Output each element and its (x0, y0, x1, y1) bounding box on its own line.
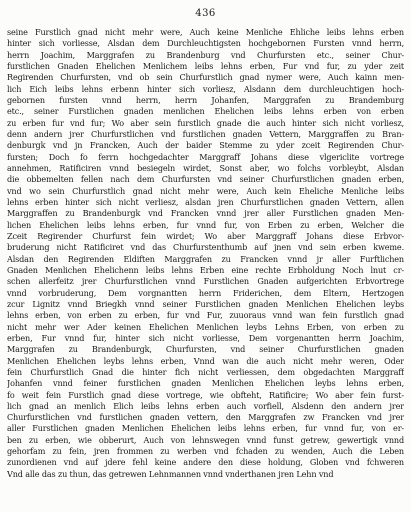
text-line: schen allerfeitz jrer Churfurstlichen vnnd Furstlichen Gnaden aufgerichten Erbvortrege (7, 276, 404, 287)
text-line: Gnaden Menlichen Ehelichenn leibs lehns Erben eine rechte Erbholdung Noch lnut cr- (7, 264, 404, 275)
text-line: Menlichen Ehelichen leybs lehns erben, Vnnd wan die auch nicht mehr weren, Oder (7, 355, 404, 366)
text-line: seine Furstlich gnad nicht mehr were, Auch keine Menliche Ehliche leibs lehns erben (7, 27, 404, 37)
text-line: Alsdan den Regirenden Eldiften Marggrafen zu Francken vnnd jr aller Furftlichen (7, 253, 404, 264)
text-line: die obbemelten fellen nach dem Churfursten vnd seiner Churfurstlichen gnaden erben, (7, 174, 404, 185)
text-line: Johanfen vnnd feiner furstlichen gnaden Menlichen Ehelichen leybs lehns erben, (7, 378, 404, 389)
text-line: Churfurstlichen vnd furstlichen gnaden vettern, den Marggrafen zw Francken vnd jrer (7, 412, 404, 423)
text-line: vnd wo sein Churfurstlich gnad nicht mehr were, Auch kein Eheliche Menliche leibs (7, 185, 404, 196)
text-line: lichen Ehelichen leibs lehns erben, fur vnnd fur, von Erben zu erben, Welcher die (7, 219, 404, 230)
text-line: denn andern jrer Churfurstlichen vnd furstlichen gnaden Vettern, Marggraffen zu Bran- (7, 128, 404, 139)
text-line: aller Furstlichen gnaden Menlichen Ehelichen leibs lehns erben, fur vnnd fur, von er- (7, 423, 404, 434)
text-line: zunordienen vnd auf jdere fehl keine andere den diese holdung, Globen vnd fchweren (7, 457, 404, 468)
text-line: Regirenden Churfursten, vnd ob sein Churfurstlich gnad nymer were, Auch kainn men- (7, 72, 404, 83)
text-line: denburgk vnd jn Francken, Auch der baider Stemme zu yder zceit Regirenden Chur- (7, 140, 404, 151)
text-line: Vnd alle das zu thun, das getrewen Lehnmannen vnnd vnderthanen jren Lehn vnd (7, 468, 334, 479)
text-line: lehns erben hinter sich nicht verliesz, alsdan jren Churfurstlichen gnaden Vettern, allen (7, 196, 404, 207)
text-line: vnnd vorbruderung, Dem vorgnantten herrn Friderichen, dem Eltern, Hertzogen (7, 287, 404, 298)
text-line: fursten; Doch fo ferrn hochgedachter Marggraff Johans diese vlgericlite vortrege (7, 151, 404, 162)
body-text (7, 27, 404, 480)
text-line: lehns erben, von erben zu erben, fur vnd Fur, zuuoraus vnnd wan fein furstlich gnad (7, 310, 404, 321)
text-line: lich Eich leibs lehns erbenn hinter sich vorliesz, Alsdann dem durchleuchtigen hoch- (7, 83, 404, 94)
page-number: 436 (195, 8, 216, 19)
text-line: gehorfam zu fein, jren frommen zu werben vnd fchaden zu wenden, Auch die Leben (7, 446, 404, 457)
text-line: herrn Joachim, Marggrafen zu Brandenburg vnd Churfursten etc., seiner Chur- (7, 49, 404, 60)
text-line: Zceit Regirender Churfurst fein wirdet; Wo aber Marggraff Johans diese Erbvor- (7, 230, 404, 241)
text-line: Marggrafen zu Brandenburgk, Churfursten, vnd seiner Churfurstlichen gnaden (7, 344, 404, 355)
text-line: fein Churfurstlich Gnad die hinter fich nicht verliessen, dem obgedachten Marggraff (7, 366, 404, 377)
text-line: etc., seiner Furstlichen gnaden menlichen Ehelichen leibs lehns erben von erben (7, 106, 404, 117)
text-line: fo weit fein Furstlich gnad diese vortrege, wie obfteht, Ratificire; Wo aber fein furst- (7, 389, 404, 400)
text-line: bruderung nicht Ratificiret vnd das Churfurstenthumb auf jnen vnd sein erben kweme. (7, 242, 404, 253)
text-line: furstlichen Gnaden Ehelichen Menlichem leibs lehns erben, Fur vnd fur, zu yder zeit (7, 60, 404, 71)
text-line: Marggraffen zu Brandenburgk vnd Francken vnnd jrer aller Furstlichen gnaden Men- (7, 208, 404, 219)
text-line: ben zu erben, wie obberurt, Auch von lehnswegen vnnd funst getrew, gewertigk vnnd (7, 434, 404, 445)
text-line: zcur Lignitz vnnd Briegkh vnnd seiner Furstlichen gnaden Menlichen Ehelichen leybs (7, 298, 404, 309)
text-line: hinter sich vorliesse, Alsdan dem Durchleuchtigsten hochgebornen Fursten vnnd herrn, (7, 38, 404, 49)
text-line: zu erben fur vnd fur; Wo aber sein furstlich gnade die auch hinter sich nicht vorliesz, (7, 117, 404, 128)
text-line: erben, Fur vnnd fur, hinter sich nicht vorliesse, Dem vorgenantten herrn Joachim, (7, 332, 404, 343)
text-line: nicht mehr wer Ader keinen Ehelichen Menlichen leybs Lehns Erben, von erben zu (7, 321, 404, 332)
text-line: gebornen fursten vnnd herrn, herrn Johanfen, Marggrafen zu Brandemburg (7, 94, 404, 105)
text-line: annehmen, Ratificiren vnnd besiegeln wirdet, Sonst aber, wo folchs vorbleybt, Alsdan (7, 162, 404, 173)
text-line: lich gnad an menlich Elich leibs lehns erben auch vorfiell, Alsdenn den andern jrer (7, 400, 404, 411)
